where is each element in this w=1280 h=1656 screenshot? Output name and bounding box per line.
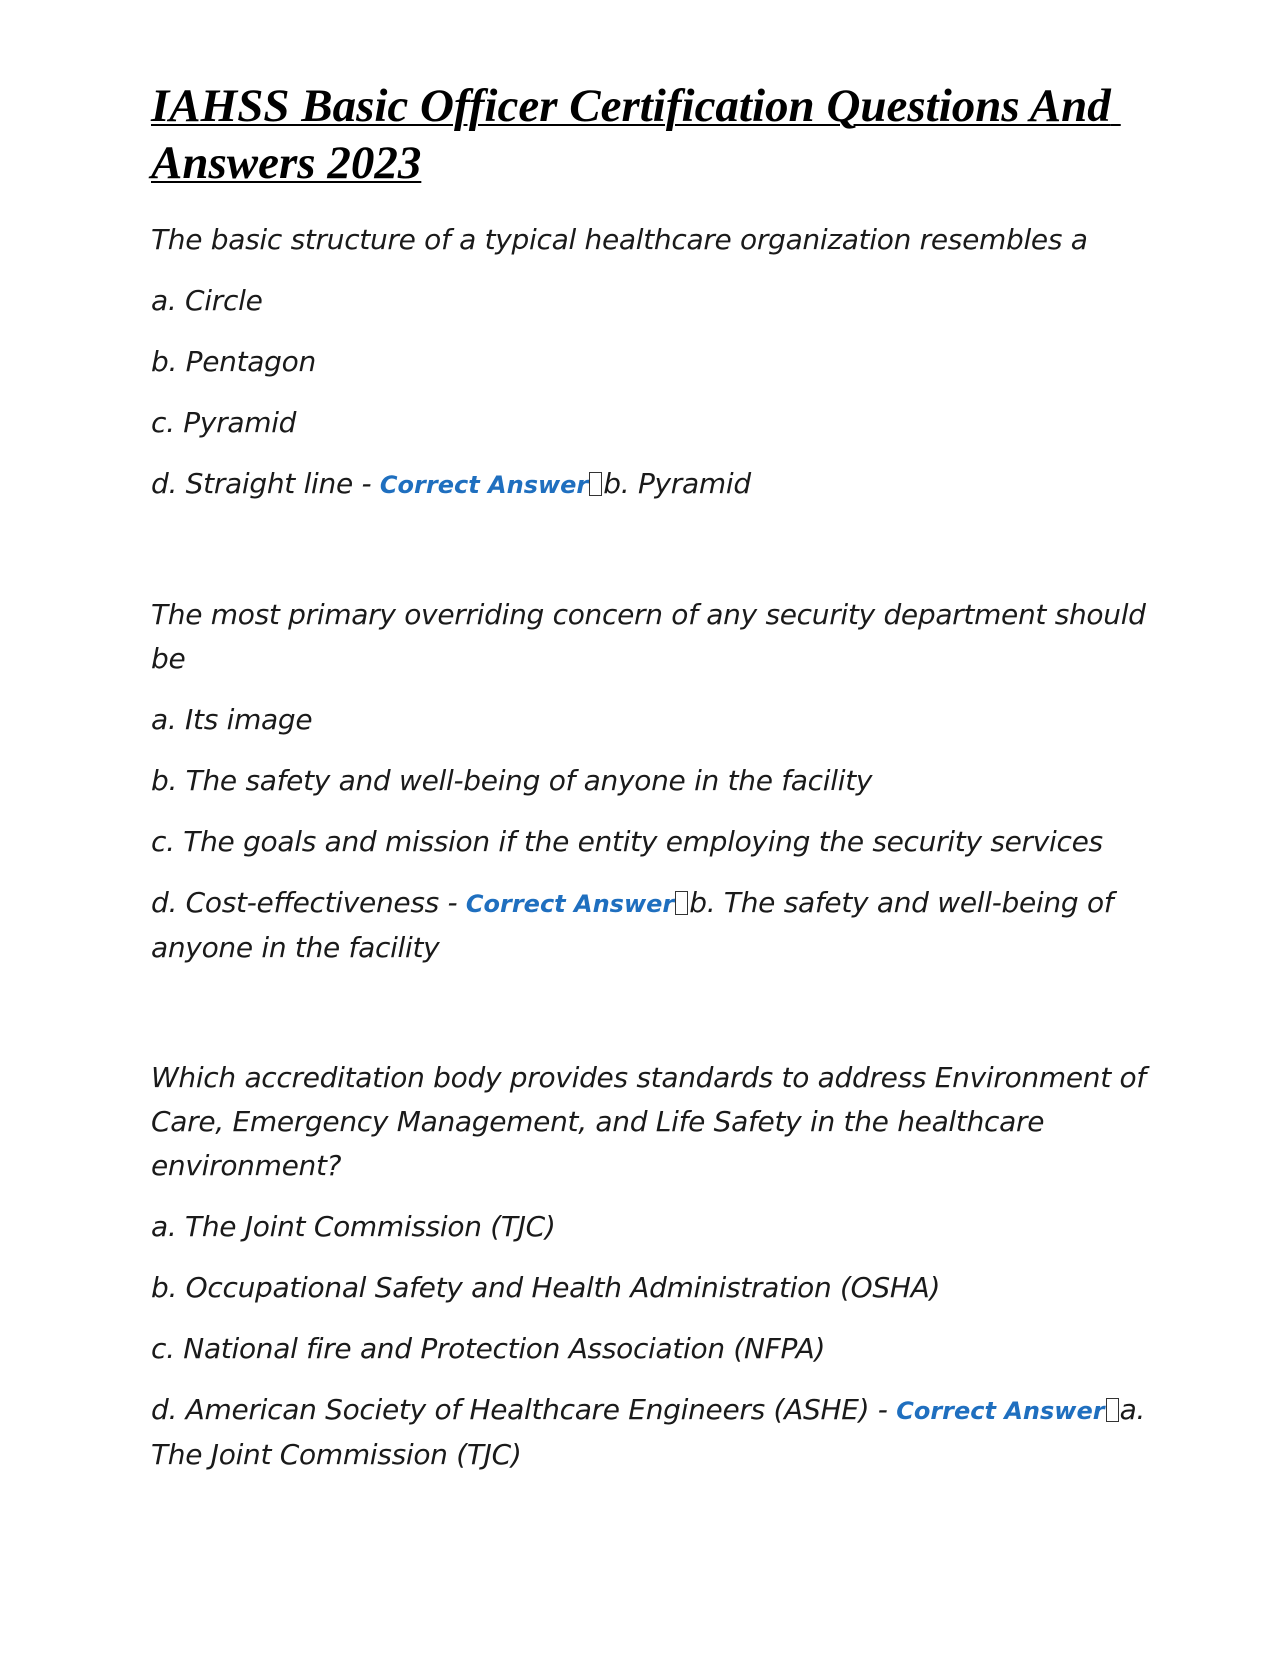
answer-text: b. Pyramid xyxy=(603,467,751,500)
answer-text: b. The safety and well-being of anyone in the facility xyxy=(151,886,1114,964)
missing-glyph-icon xyxy=(675,891,688,915)
option-d-with-answer xyxy=(151,462,1151,507)
correct-answer-label: Correct Answer xyxy=(465,890,675,918)
spacer xyxy=(151,987,1151,1056)
option-c: c. The goals and mission if the entity employing the security services xyxy=(151,825,1103,858)
option-d: d. Cost-effectiveness - xyxy=(151,886,466,919)
question-block-1 xyxy=(151,218,1151,507)
document-page xyxy=(151,78,1151,1494)
question-block-3 xyxy=(151,1056,1151,1477)
option-b: b. Occupational Safety and Health Administration (OSHA) xyxy=(151,1271,941,1304)
missing-glyph-icon xyxy=(589,472,602,496)
option-d-with-answer xyxy=(151,881,1151,970)
option-a: a. Circle xyxy=(151,284,263,317)
option-a: a. The Joint Commission (TJC) xyxy=(151,1210,556,1243)
missing-glyph-icon xyxy=(1106,1398,1119,1422)
spacer xyxy=(151,524,1151,593)
option-c: c. Pyramid xyxy=(151,406,297,439)
answer-text: a. The Joint Commission (TJC) xyxy=(151,1393,1146,1471)
question-text: The most primary overriding concern of any security department should be xyxy=(151,598,1146,675)
option-b: b. The safety and well-being of anyone in the facility xyxy=(151,764,873,797)
question-text: Which accreditation body provides standards to address Environment of Care, Emergency Management, and Life Safety in the healthcare environment? xyxy=(151,1061,1146,1182)
option-c: c. National fire and Protection Association (NFPA) xyxy=(151,1332,826,1365)
option-d: d. Straight line - xyxy=(151,467,380,500)
document-title: IAHSS Basic Officer Certification Questions And Answers 2023 xyxy=(151,80,1121,189)
correct-answer-label: Correct Answer xyxy=(896,1397,1105,1425)
option-a: a. Its image xyxy=(151,703,313,736)
question-text: The basic structure of a typical healthcare organization resembles a xyxy=(151,223,1088,256)
option-d-with-answer xyxy=(151,1388,1151,1477)
question-block-2 xyxy=(151,593,1151,970)
option-d: d. American Society of Healthcare Engineers (ASHE) - xyxy=(151,1393,897,1426)
correct-answer-label: Correct Answer xyxy=(379,471,589,499)
option-b: b. Pentagon xyxy=(151,345,316,378)
